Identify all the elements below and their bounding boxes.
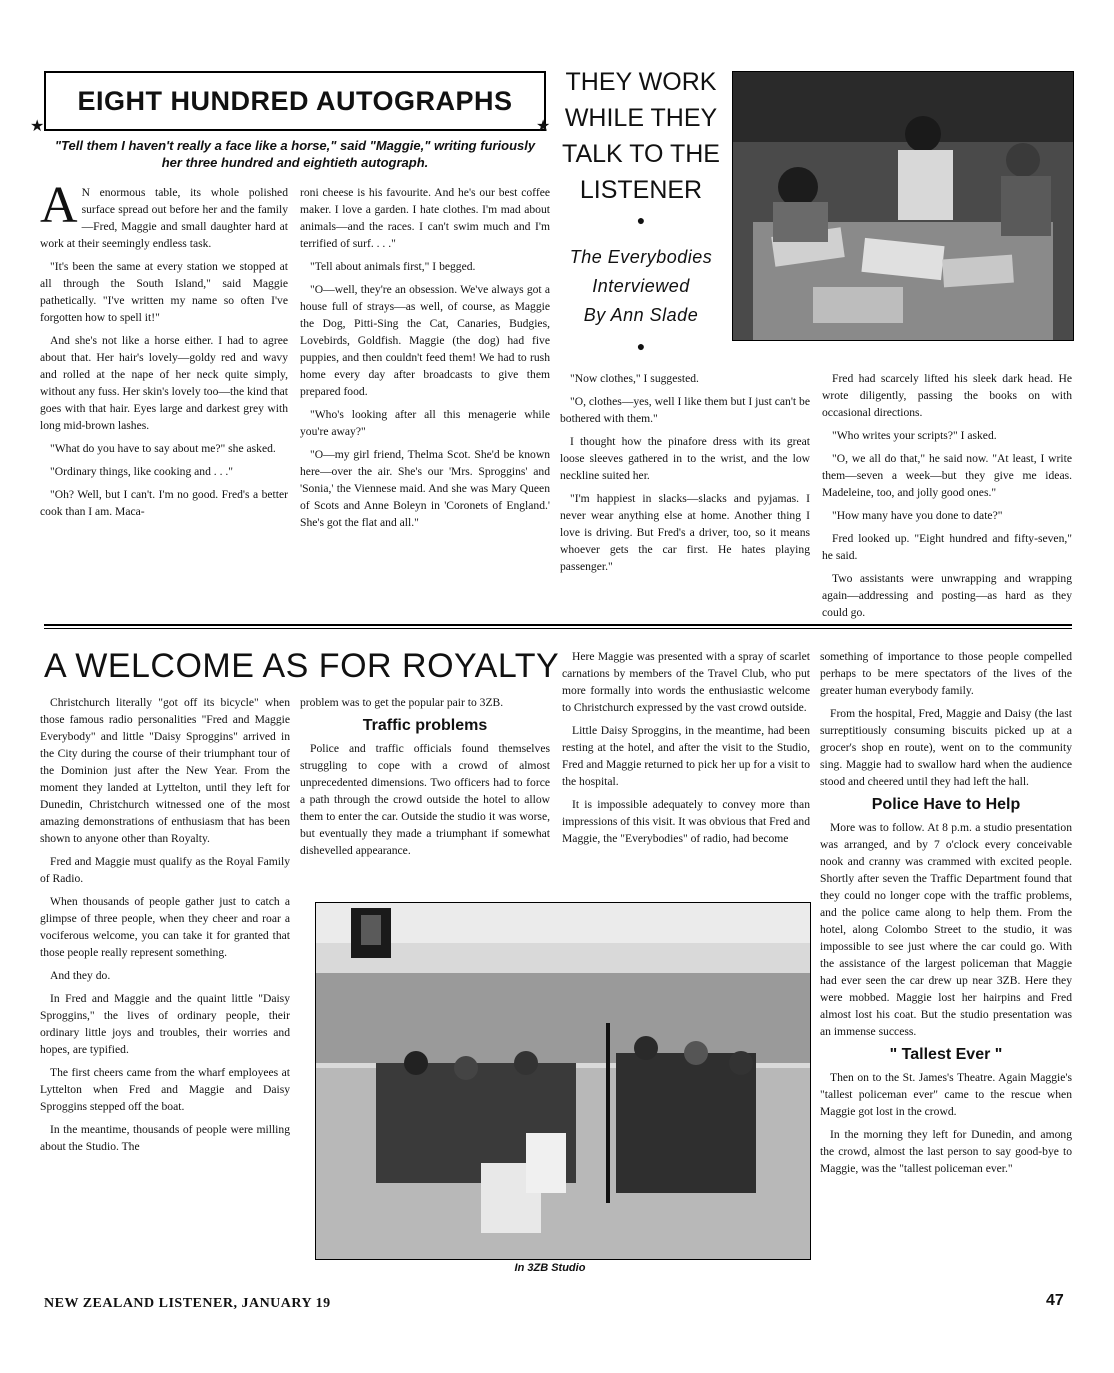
headline-box — [44, 71, 546, 131]
paragraph: Little Daisy Sproggins, in the meantime, had been resting at the hotel, and after the visit to the Studio, Fred and Maggie returned to pick her up for a visit to the hospital. — [562, 724, 810, 788]
photo-caption: In 3ZB Studio — [514, 1262, 586, 1274]
sidebar-title — [560, 64, 722, 208]
paragraph: Fred had scarcely lifted his sleek dark head. He wrote diligently, passing the books on with occasional directions. — [822, 372, 1072, 419]
paragraph: "I'm happiest in slacks—slacks and pyjamas. I never wear anything else at home. Another thing I love is driving. But Fred's a driver, too, so it means whoever gets the car first. He hates playing passenger." — [560, 492, 810, 573]
star-icon: ★ — [30, 118, 45, 135]
photo-illustration — [316, 903, 810, 1259]
bullet-icon: ● — [636, 214, 646, 229]
section-title: A WELCOME AS FOR ROYALTY — [44, 647, 560, 685]
sidebar-title-line: THEY WORK — [565, 68, 717, 96]
page-number: 47 — [1046, 1292, 1064, 1309]
top-column-2 — [300, 184, 550, 537]
paragraph: The first cheers came from the wharf employees at Lyttelton when Fred and Maggie and Daisy Sproggins stepped off the boat. — [40, 1066, 290, 1113]
paragraph: Then on to the St. James's Theatre. Again Maggie's "tallest policeman ever" came to the rescue when Maggie got lost in the crowd. — [820, 1071, 1072, 1118]
paragraph: In the meantime, thousands of people were milling about the Studio. The — [40, 1123, 290, 1153]
paragraph: problem was to get the popular pair to 3ZB. — [300, 696, 504, 709]
paragraph: roni cheese is his favourite. And he's our best coffee maker. I love a garden. I hate clothes. I'm mad about animals—and the races. I can't swim much and I'm terrified of surf. . . ." — [300, 186, 550, 250]
drop-cap: A — [40, 177, 78, 234]
paragraph: "It's been the same at every station we stopped at all through the South Island," said Maggie pathetically. "I've written my name so often I've forgotten how to spell it!" — [40, 260, 288, 324]
paragraph: N enormous table, its whole polished surface spread out before her and the family—Fred, Maggie and small daughter hard at work at their seemingly endless task. — [40, 186, 288, 250]
paragraph: "What do you have to say about me?" she asked. — [50, 442, 276, 455]
paragraph: "How many have you done to date?" — [832, 509, 1003, 522]
paragraph: It is impossible adequately to convey more than impressions of this visit. It was obvious that Fred and Maggie, the "Everybodies" of radio, had become — [562, 798, 810, 845]
sidebar-subtitle-line: Interviewed — [592, 276, 690, 296]
section-divider — [44, 624, 1072, 626]
subhead: " Tallest Ever " — [889, 1046, 1003, 1063]
paragraph: Police and traffic officials found themselves struggling to cope with a crowd of almost unprecedented dimensions. Two officers had to force a path through the crowd outside the hotel to allow them to enter the car. Outside the studio it was worse, but eventually they made a triumphant if somewhat dishevelled appearance. — [300, 742, 550, 857]
paragraph: In Fred and Maggie and the quaint little "Daisy Sproggins," the lives of ordinary people, their ordinary little joys and troubles, their worries and hopes, are typified. — [40, 992, 290, 1056]
subhead: Police Have to Help — [871, 796, 1021, 813]
headline: EIGHT HUNDRED AUTOGRAPHS — [77, 86, 513, 116]
paragraph: "Now clothes," I suggested. — [570, 372, 699, 385]
sidebar-title-line: LISTENER — [579, 176, 703, 204]
headline-caption: "Tell them I haven't really a face like a horse," said "Maggie," writing furiously her three hundred and eightieth autograph. — [54, 138, 536, 170]
paragraph: Here Maggie was presented with a spray of scarlet carnations by members of the Travel Club, who put more formally into words the enthusiastic welcome to Christchurch expressed by the vast crowd outside. — [562, 650, 810, 714]
paragraph: Two assistants were unwrapping and wrapping again—addressing and posting—as hard as they could go. — [822, 572, 1072, 619]
bottom-column-1 — [40, 694, 290, 1161]
paragraph: And they do. — [50, 969, 111, 982]
paragraph: Christchurch literally "got off its bicycle" when those famous radio personalities "Fred and Maggie Everybody" and little "Daisy Sproggins" arrived in the City during the course of their triumphant tour of the Dominion just after the New Year. From the moment they landed at Lyttelton, until they left for Dunedin, Christchurch witnessed one of the most amazing demonstrations of enthusiasm that has been shown to anyone other than Royalty. — [40, 696, 290, 845]
top-column-4 — [822, 370, 1072, 627]
section-divider — [44, 628, 1072, 629]
sidebar-subtitle — [560, 243, 722, 330]
bottom-column-3 — [562, 648, 810, 853]
paragraph: "Who writes your scripts?" I asked. — [832, 429, 997, 442]
bottom-column-2 — [300, 694, 550, 865]
paragraph: "O, we all do that," he said now. "At least, I write them—seven a week—but they give me ideas. Madeleine, too, and jolly good ones." — [822, 452, 1072, 499]
paragraph: "Ordinary things, like cooking and . . ." — [50, 465, 234, 478]
bottom-column-4 — [820, 648, 1072, 1183]
paragraph: "O, clothes—yes, well I like them but I just can't be bothered with them." — [560, 395, 810, 425]
top-column-3 — [560, 370, 810, 581]
paragraph: More was to follow. At 8 p.m. a studio presentation was arranged, and by 7 o'clock every conceivable nook and cranny was crammed with excited people. Shortly after seven the Traffic Department found that they could no longer cope with the traffic problems, and the police came along to help them. From the hotel, along Colombo Street to the studio, it was impossible to see just where the car could go. With the assistance of the largest policeman that Maggie had ever seen the car drew up near 3ZB. Here they were mobbed. Maggie lost her hairpins and Fred almost lost his coat. But the studio presentation was an immense success. — [820, 821, 1072, 1038]
paragraph: From the hospital, Fred, Maggie and Daisy (the last surreptitiously consuming biscuits picked up at a grocer's shop en route), went on to the community sing. Maggie had to swallow hard when the audience stood and cheered until they had left the hall. — [820, 707, 1072, 788]
paragraph: "O—well, they're an obsession. We've always got a house full of strays—as well, of course, as Maggie the Dog, Pitti-Sing the Cat, Canaries, Budgies, Lovebirds, Goldfish. Maggie (the dog) had five puppies, and then couldn't feed them! We had to rush home every day after broadcasts to give them prepared food. — [300, 283, 550, 398]
top-photo — [732, 71, 1074, 341]
paragraph: "Oh? Well, but I can't. I'm no good. Fred's a better cook than I am. Maca- — [40, 488, 288, 518]
paragraph: something of importance to those people compelled perhaps to be mere spectators of the lives of the greater human everybody family. — [820, 650, 1072, 697]
studio-photo — [315, 902, 811, 1260]
sidebar-subtitle-line: The Everybodies — [569, 247, 713, 267]
footer-publication: NEW ZEALAND LISTENER, JANUARY 19 — [44, 1296, 331, 1311]
paragraph: Fred and Maggie must qualify as the Royal Family of Radio. — [40, 855, 290, 885]
paragraph: "Who's looking after all this menagerie while you're away?" — [300, 408, 550, 438]
star-icon: ★ — [536, 118, 551, 135]
sidebar-title-line: WHILE THEY — [564, 104, 718, 132]
paragraph: I thought how the pinafore dress with its great loose sleeves gathered in to the wrist, and the low neckline suited her. — [560, 435, 810, 482]
paragraph: When thousands of people gather just to catch a glimpse of three people, when they cheer and roar a vociferous welcome, you can take it for granted that those people really represent something. — [40, 895, 290, 959]
paragraph: "Tell about animals first," I begged. — [310, 260, 476, 273]
paragraph: "O—my girl friend, Thelma Scot. She'd be known here—over the air. She's our 'Mrs. Sproggins' and 'Sonia,' the Viennese maid. And she was Mary Queen of Scots and Anne Boleyn in 'Coronets of England.' She's got the flat and all." — [300, 448, 550, 529]
paragraph: Fred looked up. "Eight hundred and fifty-seven," he said. — [822, 532, 1072, 562]
paragraph: In the morning they left for Dunedin, and among the crowd, almost the last person to say good-bye to Maggie, was the "tallest policeman ever." — [820, 1128, 1072, 1175]
top-column-1 — [40, 177, 288, 526]
photo-illustration — [733, 72, 1073, 340]
sidebar-title-line: TALK TO THE — [562, 140, 720, 168]
sidebar-subtitle-line: By Ann Slade — [583, 305, 699, 325]
bullet-icon: ● — [636, 340, 646, 355]
subhead: Traffic problems — [362, 717, 488, 734]
paragraph: And she's not like a horse either. I had to agree about that. Her hair's lovely—goldy red and wavy and rolled at the nape of her neck quite simply, without any fuss. Her skin's lovely too—the kind that goes with that hair. Eyes large and darkest grey with long mid-brown lashes. — [40, 334, 288, 432]
